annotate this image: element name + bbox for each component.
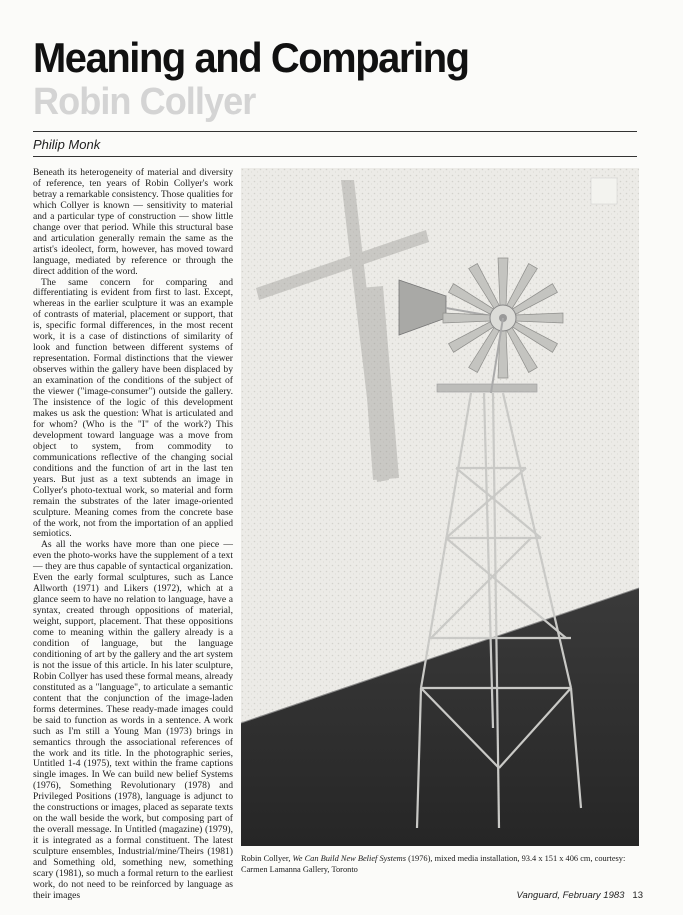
wall-label-card [591,178,617,204]
caption-details: (1976), mixed media installation, 93.4 x 151 x 406 cm, courtesy: Carmen Lamanna Gallery, Toronto [241,854,626,874]
author-byline: Philip Monk [33,137,101,152]
article-title: Meaning and Comparing [33,34,469,81]
footer-source: Vanguard, February 1983 [516,890,625,901]
paragraph-2: The same concern for comparing and differentiating is evident from first to last. Except, whereas in the earlier sculpture it was an example of contrasts of material, placement or support, that is, specific formal differences, in the most recent work, it is a case of distinctions of similarity of look and function between different systems of representation. Formal distinctions that the viewer observes within the gallery have been displaced by an examination of the conditions of the subject of the viewer ("image-consumer") outside the gallery. The insistence of the logic of this development makes us ask the question: What is articulated and for whom? (Who is the "I" of the work?) This development toward language was a move from object to system, from commodity to communications reflective of the changing social conditions and the function of art in the last ten years. But just as a text subtends an image in Collyer's photo-textual work, so material and form remain the substrates of the later image-oriented sculpture. Meaning comes from the concrete base of the work, not from the importation of an applied semiotics. [33,276,233,540]
page-footer [517,890,644,901]
byline-divider [33,156,637,157]
paragraph-3: As all the works have more than one piece — even the photo-works have the supplement of a text — they are thus capable of syntactical organization. Even the early formal sculptures, such as Lance Allworth (1971) and Likers (1972), which at a glance seem to have no relation to language, have a syntax, created through oppositions of material, weight, support, placement. That these oppositions come to meaning within the gallery already is a condition of language, but the language conditioning of art by the gallery and the art system is not the issue of this article. In his later sculpture, Robin Collyer has used these formal means, already constituted as a "language", to articulate a semantic content that the conjunction of the image-laden forms determines. These ready-made images could be said to function as words in a sentence. A work such as I'm still a Young Man (1973) brings in semantics through the associational references of the work and its title. In the photographic series, Untitled 1-4 (1975), text within the frame captions single images. In We can build new belief Systems (1976), Something Revolutionary (1978) and Privileged Positions (1978), language is adjunct to the constructions or images, placed as separate texts on the wall beside the work, but composing part of the overall message. In Untitled (magazine) (1979), it is integrated as a formal constituent. The latest sculpture ensembles, Industrial/mine/Theirs (1981) and Something old, something new, something scary (1981), so much a formal return to the earliest work, do not need to be reinforced by language as their images [33,539,233,901]
paragraph-1: Beneath its heterogeneity of material and diversity of reference, ten years of Robin Collyer's work betray a remarkable consistency. Those qualities for which Collyer is known — sensitivity to material and a particular type of construction — show little change over that period. While this structural base and articulation generally remain the same as the artist's ideolect, form, however, has moved toward language, mediated by reference or through the direct addition of the word. [33,167,233,277]
windmill-sculpture-image [241,168,639,846]
caption-artist: Robin Collyer, [241,854,293,863]
top-divider [33,131,637,132]
artwork-photograph [241,168,639,846]
figure-caption [241,854,641,875]
article-subtitle: Robin Collyer [33,81,256,123]
article-body [33,167,233,901]
caption-artwork-title: We Can Build New Belief Systems [292,854,406,863]
page-number: 13 [632,890,643,901]
